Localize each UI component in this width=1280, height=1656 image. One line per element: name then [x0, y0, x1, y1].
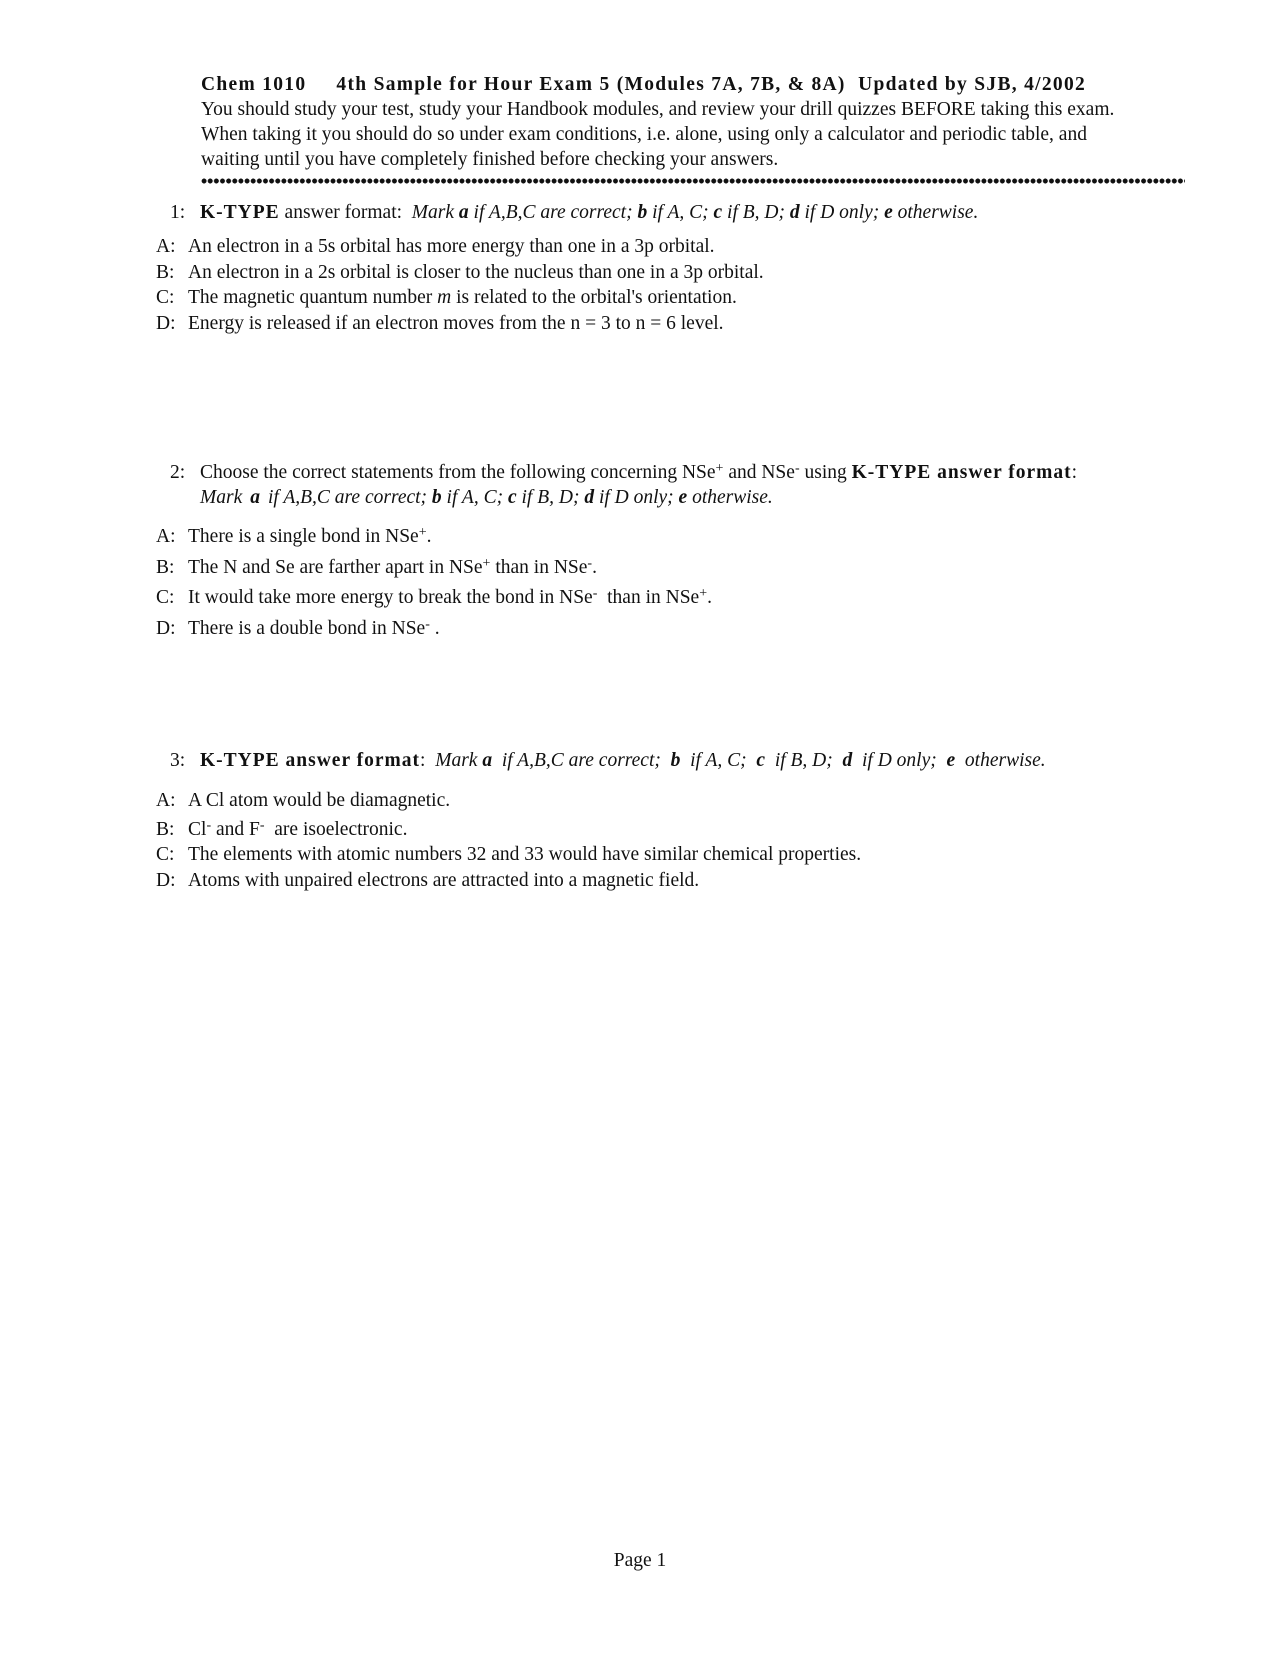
superscript-plus: + — [482, 555, 491, 571]
option-label: A: — [156, 236, 176, 257]
superscript-minus: - — [587, 555, 593, 571]
quantum-number-variable: m — [437, 287, 452, 308]
option-label: B: — [156, 818, 175, 840]
question-1-stem — [170, 200, 978, 225]
dotted-divider — [201, 176, 1185, 186]
exam-header — [201, 72, 1191, 172]
option-label: C: — [156, 287, 175, 308]
option-text: Energy is released if an electron moves from the n = 3 to n = 6 level. — [188, 312, 724, 334]
option-text: . — [434, 617, 440, 639]
option-text: are isoelectronic. — [274, 818, 408, 840]
option-a — [156, 522, 712, 553]
question-1-options — [156, 234, 764, 336]
update-note: Updated by SJB, 4/2002 — [858, 74, 1087, 95]
choice-e: e — [946, 750, 956, 771]
option-b — [156, 260, 764, 286]
choice-e-text: otherwise. — [897, 202, 979, 223]
option-text: than in NSe — [495, 556, 588, 578]
option-text: The N and Se are farther apart in NSe — [188, 556, 483, 578]
choice-b-text: if A, C; — [652, 202, 709, 223]
choice-d: d — [584, 487, 595, 508]
option-b — [156, 817, 861, 843]
answer-format-label: answer format: — [284, 202, 403, 223]
question-number: 3: — [170, 750, 186, 771]
choice-c: c — [756, 750, 766, 771]
choice-b: b — [670, 750, 681, 771]
option-d — [156, 311, 764, 337]
choice-d-text: if D only; — [598, 487, 674, 508]
option-text: . — [707, 587, 712, 608]
option-label: D: — [156, 617, 176, 639]
choice-c-text: if B, D; — [521, 487, 580, 508]
option-text: There is a double bond in NSe — [188, 617, 426, 639]
mark-text: Mark — [411, 202, 455, 223]
option-a — [156, 788, 861, 814]
option-label: D: — [156, 312, 176, 334]
stem-text: and NSe — [728, 462, 795, 483]
option-label: C: — [156, 587, 175, 608]
ktype-label: K-TYPE answer format — [200, 750, 421, 771]
option-text: It would take more energy to break the bond in NSe — [188, 587, 593, 608]
choice-d-text: if D only; — [862, 750, 937, 771]
superscript-minus: - — [259, 817, 265, 833]
option-label: A: — [156, 790, 176, 811]
option-label: A: — [156, 526, 176, 547]
choice-b: b — [431, 487, 442, 508]
option-text: A Cl atom would be diamagnetic. — [188, 790, 451, 811]
option-text: and F — [215, 818, 260, 840]
choice-c: c — [713, 202, 723, 223]
instruction-line: When taking it you should do so under exam conditions, i.e. alone, using only a calculator and periodic table, and — [201, 124, 1087, 145]
option-label: B: — [156, 261, 175, 283]
option-text: Cl — [188, 818, 207, 840]
instruction-line: You should study your test, study your Handbook modules, and review your drill quizzes BEFORE taking this exam. — [201, 99, 1115, 120]
question-3-stem: 3: K-TYPE answer format: Mark a if A,B,C are correct; b if A, C; c if B, D; d if D only; e otherwise. — [170, 750, 1046, 771]
exam-title: 4th Sample for Hour Exam 5 (Modules 7A, 7B, & 8A) — [336, 74, 846, 95]
question-2-stem: 2: Choose the correct statements from the following concerning NSe+ and NSe- using K-TYPE answer format: Mark a if A,B,C are correct; b if A, C; c if B, D; d if D only; e otherwise. — [170, 461, 1078, 508]
instruction-line: waiting until you have completely finished before checking your answers. — [201, 149, 779, 170]
superscript-minus: - — [425, 616, 430, 632]
option-a — [156, 234, 764, 260]
choice-d: d — [842, 750, 853, 771]
option-c — [156, 583, 712, 614]
choice-b-text: if A, C; — [446, 487, 504, 508]
choice-c: c — [507, 487, 517, 508]
choice-e-text: otherwise. — [692, 487, 773, 508]
page-number: Page 1 — [613, 1550, 667, 1571]
option-d — [156, 868, 861, 894]
choice-b-text: if A, C; — [690, 750, 747, 771]
choice-a-text: if A,B,C are correct; — [473, 202, 633, 223]
option-text: . — [592, 556, 597, 578]
question-3-options — [156, 788, 861, 893]
question-number: 1: — [170, 202, 186, 223]
superscript-plus: + — [699, 586, 708, 601]
choice-e: e — [678, 487, 688, 508]
option-text: is related to the orbital's orientation. — [456, 287, 737, 308]
choice-a: a — [458, 202, 469, 223]
choice-c-text: if B, D; — [727, 202, 785, 223]
question-number: 2: — [170, 462, 186, 483]
choice-c-text: if B, D; — [774, 750, 833, 771]
option-label: D: — [156, 869, 176, 891]
option-text: than in NSe — [607, 587, 700, 608]
option-text: . — [426, 526, 432, 547]
title-line — [201, 72, 1191, 97]
ktype-label: K-TYPE answer format — [851, 462, 1072, 483]
choice-e-text: otherwise. — [964, 750, 1046, 771]
superscript-minus: - — [592, 586, 598, 601]
format-line — [170, 485, 1077, 510]
stem-text: Choose the correct statements from the following concerning NSe — [200, 462, 716, 483]
option-c — [156, 842, 861, 868]
choice-a-text: if A,B,C are correct; — [501, 750, 661, 771]
course-name: Chem 1010 — [201, 74, 307, 95]
mark-text: Mark — [200, 487, 243, 508]
option-label: C: — [156, 844, 175, 865]
option-text: The elements with atomic numbers 32 and 33 would have similar chemical properties. — [188, 844, 862, 865]
mark-text: Mark — [435, 750, 478, 771]
choice-a: a — [250, 487, 260, 508]
option-text: An electron in a 5s orbital has more energy than one in a 3p orbital. — [188, 236, 715, 257]
option-text: The magnetic quantum number — [188, 287, 433, 308]
option-d — [156, 614, 712, 645]
ktype-label: K-TYPE — [200, 202, 280, 223]
option-b — [156, 553, 712, 584]
option-c — [156, 285, 764, 311]
choice-a: a — [482, 750, 493, 771]
option-text: An electron in a 2s orbital is closer to the nucleus than one in a 3p orbital. — [188, 261, 764, 283]
question-2-options — [156, 522, 712, 644]
option-text: Atoms with unpaired electrons are attracted into a magnetic field. — [188, 869, 700, 891]
superscript-plus: + — [418, 525, 427, 540]
choice-a-text: if A,B,C are correct; — [268, 487, 428, 508]
stem-text: using — [804, 462, 847, 483]
choice-d: d — [789, 202, 800, 223]
superscript-plus: + — [715, 461, 724, 476]
option-text: There is a single bond in NSe — [188, 526, 419, 547]
superscript-minus: - — [794, 461, 800, 476]
choice-e: e — [884, 202, 893, 223]
superscript-minus: - — [206, 817, 212, 833]
choice-b: b — [637, 202, 648, 223]
choice-d-text: if D only; — [804, 202, 880, 223]
option-label: B: — [156, 556, 175, 578]
